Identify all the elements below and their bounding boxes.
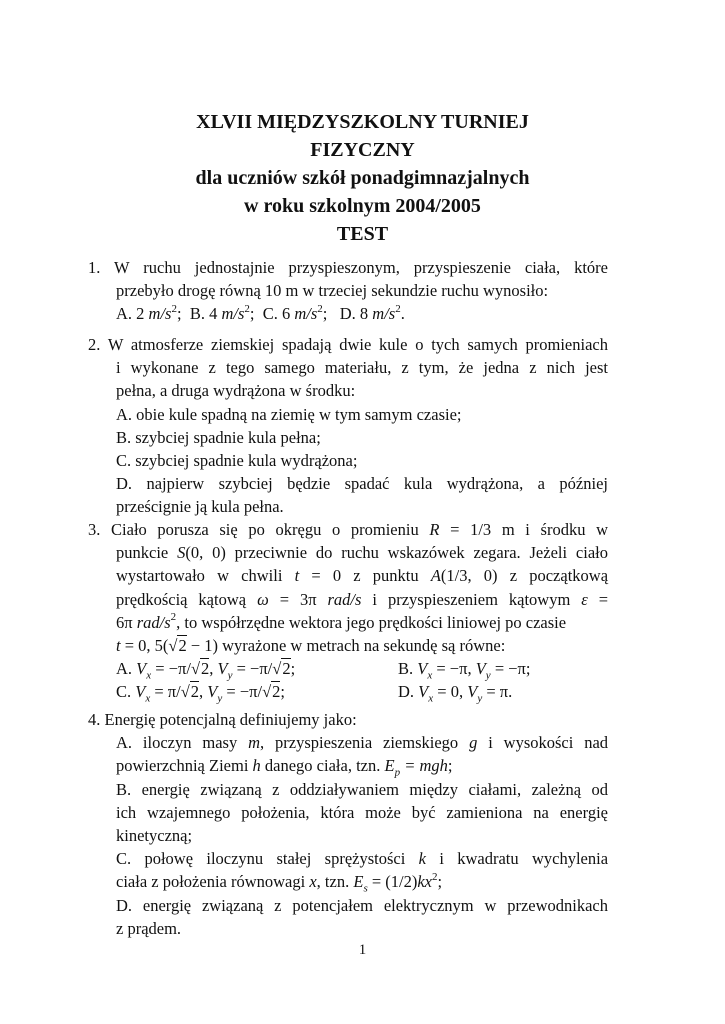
q4-option-b-line2: ich wzajemnego położenia, która może być zamieniona na energię — [116, 802, 608, 822]
q2-stem-line3: pełna, a druga wydrążona w środku: — [116, 381, 356, 401]
header-audience: dla uczniów szkół ponadgimnazjalnych — [195, 167, 530, 189]
question-3 — [88, 518, 608, 704]
q1-option-d: D. 8 $m/s^2$. — [339, 302, 405, 324]
q1-options — [88, 302, 608, 325]
q3-stem-line4: prędkością kątową ω = 3π rad/s i przyspieszeniem kątowym ε = — [116, 589, 609, 609]
q4-option-c-line1: C. połowę iloczynu stałej sprężystości k i kwadratu wychylenia — [116, 849, 609, 869]
question-4 — [88, 708, 608, 940]
q4-option-a-line1: A. iloczyn masy m, przyspieszenia ziemskiego g i wysokości nad — [116, 733, 609, 753]
q2-stem-line1: 2. W atmosferze ziemskiej spadają dwie kule o tych samych promieniach — [88, 335, 608, 354]
q1-stem-line1: 1. W ruchu jednostajnie przyspieszonym, przyspieszenie ciała, które — [88, 258, 608, 277]
q3-stem-line6: t = 0, 5(√2 − 1) wyrażone w metrach na sekundę są równe: — [116, 636, 506, 656]
q1-option-a: A. 2 $m/s^2$; — [116, 302, 182, 324]
q2-stem-line2: i wykonane z tego samego materiału, z tym, że jedna z nich jest — [116, 358, 608, 378]
q4-option-a-line2: powierzchnią Ziemi h danego ciała, tzn. $E_p$ = mgh; — [116, 756, 453, 779]
q4-option-c-line2: ciała z położenia równowagi x, tzn. $E_s = (1/2)kx^2$; — [116, 870, 443, 895]
q3-stem-line5: 6π rad/$s^2$, to współrzędne wektora jego prędkości liniowej po czasie — [116, 611, 567, 632]
question-1 — [88, 256, 608, 326]
q3-stem-line3: wystartowało w chwili t = 0 z punktu A(1/3, 0) z początkową — [116, 566, 609, 586]
q1-option-c: C. 6 $m/s^2$; — [262, 302, 328, 324]
q3-option-a: A. $V_x = -\pi/√2$, $V_y = -\pi/√2$; — [116, 659, 296, 682]
q2-option-d-line1: D. najpierw szybciej będzie spadać kula wydrążona, a później — [116, 474, 608, 494]
q2-option-b: B. szybciej spadnie kula pełna; — [116, 427, 321, 447]
q3-stem-line1: 3. Ciało porusza się po okręgu o promieniu R = 1/3 m i środku w — [88, 520, 609, 539]
q3-options-row2 — [88, 680, 608, 703]
q2-option-c: C. szybciej spadnie kula wydrążona; — [116, 451, 358, 471]
q4-option-b-line3: kinetyczną; — [116, 826, 193, 846]
q3-stem-line2: punkcie S(0, 0) przeciwnie do ruchu wskazówek zegara. Jeżeli ciało — [116, 543, 608, 563]
q3-option-b: B. $V_x = -\pi$, $V_y = -\pi$; — [398, 659, 531, 682]
q4-stem: 4. Energię potencjalną definiujemy jako: — [88, 710, 357, 729]
q3-option-d: D. $V_x = 0$, $V_y = \pi$. — [398, 682, 513, 705]
header-test-label: TEST — [336, 223, 389, 245]
q3-options-row1 — [88, 657, 608, 680]
q3-option-c: C. $V_x = \pi/√2$, $V_y = -\pi/√2$; — [116, 682, 285, 705]
q2-option-d-line2: prześcignie ją kula pełna. — [116, 497, 284, 517]
header-school-year: w roku szkolnym 2004/2005 — [244, 195, 481, 217]
q4-option-b-line1: B. energię związaną z oddziaływaniem między ciałami, zależną od — [116, 779, 608, 799]
q1-stem-line2: przebyło drogę równą 10 m w trzeciej sekundzie ruchu wynosiło: — [116, 281, 549, 301]
test-header — [0, 108, 725, 248]
q1-option-b: B. 4 $m/s^2$; — [189, 302, 255, 324]
header-title-line1: XLVII MIĘDZYSZKOLNY TURNIEJ — [196, 111, 529, 133]
header-title-line2: FIZYCZNY — [310, 139, 415, 161]
q2-option-a: A. obie kule spadną na ziemię w tym samym czasie; — [116, 404, 462, 424]
q4-option-d-line1: D. energię związaną z potencjałem elektrycznym w przewodnikach — [116, 895, 608, 915]
question-2 — [88, 333, 608, 519]
q4-option-d-line2: z prądem. — [116, 918, 182, 938]
page-number: 1 — [358, 942, 367, 958]
